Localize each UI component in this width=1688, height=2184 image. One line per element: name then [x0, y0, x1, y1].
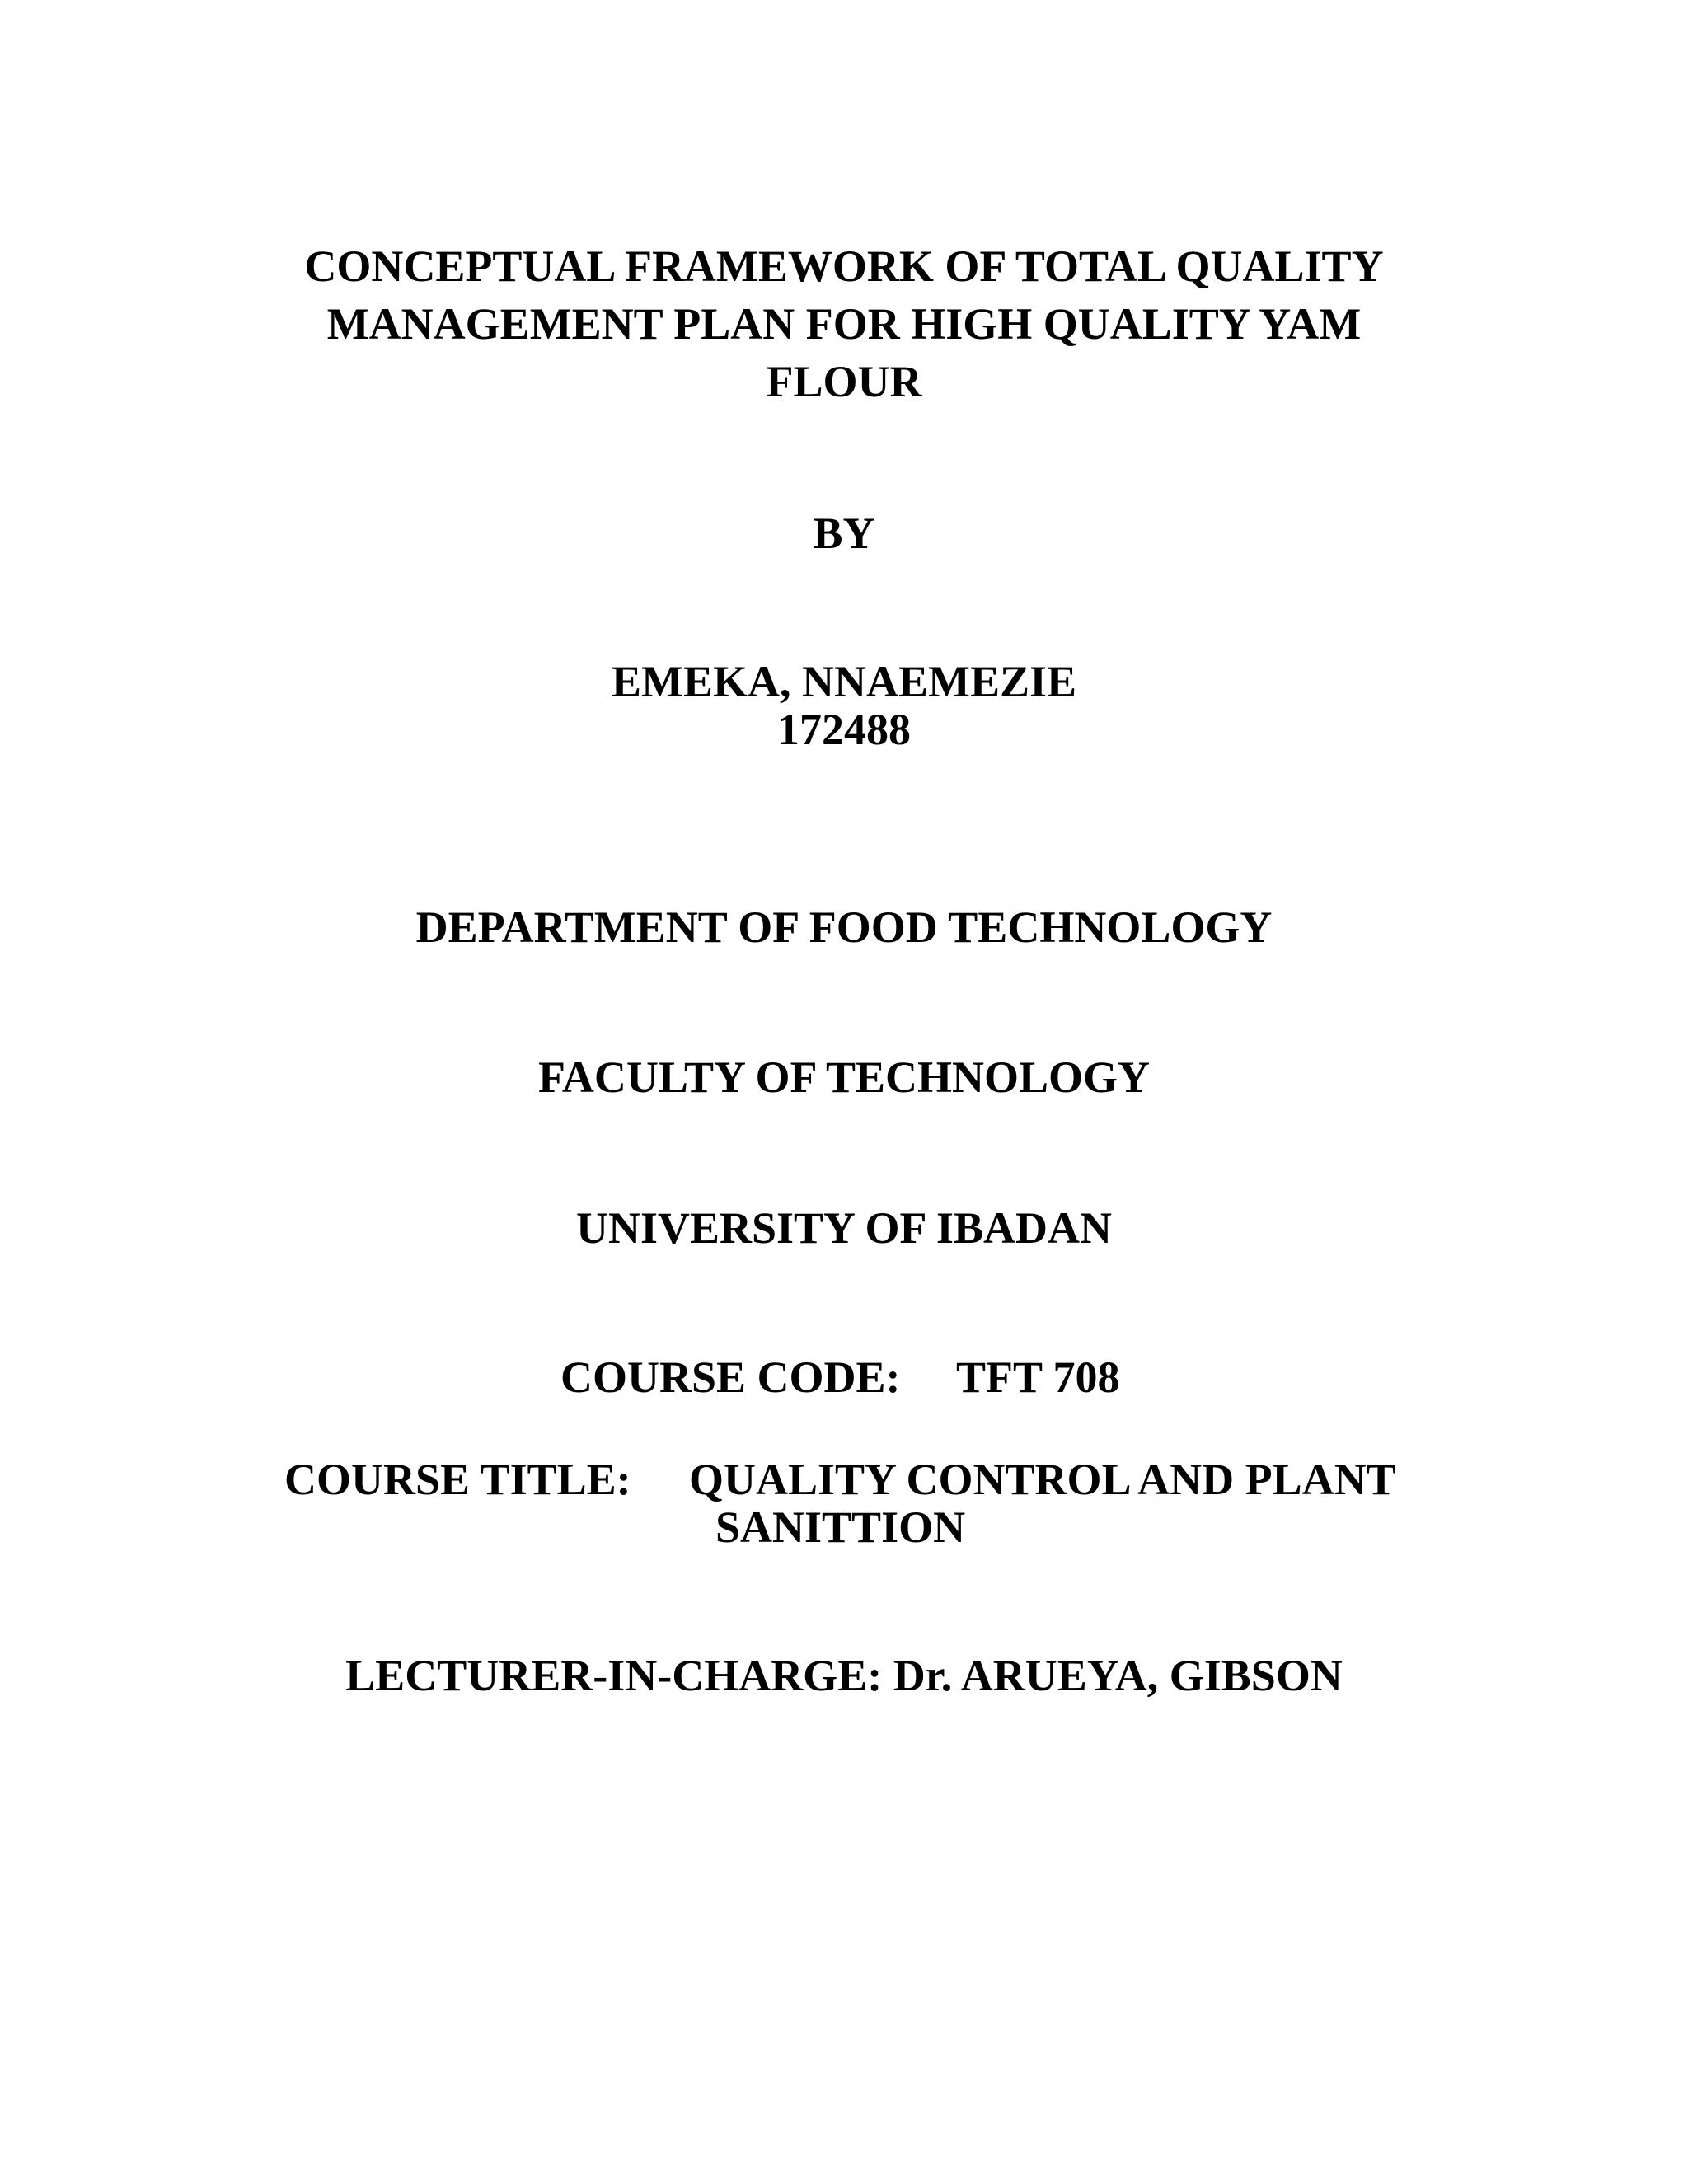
course-title-label: COURSE TITLE: [284, 1455, 631, 1504]
author-name: EMEKA, NNAEMEZIE [611, 657, 1077, 706]
lecturer-in-charge: LECTURER-IN-CHARGE: Dr. ARUEYA, GIBSON [345, 1651, 1343, 1700]
course-title-value-line-1: QUALITY CONTROL AND PLANT [689, 1455, 1396, 1504]
faculty: FACULTY OF TECHNOLOGY [537, 1052, 1151, 1102]
title-line-1: CONCEPTUAL FRAMEWORK OF TOTAL QUALITY [304, 241, 1384, 291]
author-matric-number: 172488 [777, 705, 911, 754]
course-code-label: COURSE CODE: [560, 1352, 901, 1402]
course-code-value: TFT 708 [956, 1352, 1120, 1402]
course-title-value-line-2: SANITTION [715, 1502, 966, 1552]
title-line-3: FLOUR [766, 357, 922, 406]
university: UNIVERSITY OF IBADAN [575, 1203, 1113, 1253]
title-line-2: MANAGEMENT PLAN FOR HIGH QUALITY YAM [326, 299, 1362, 349]
document-title [0, 237, 1688, 410]
department: DEPARTMENT OF FOOD TECHNOLOGY [415, 902, 1273, 952]
by-label: BY [813, 509, 875, 558]
